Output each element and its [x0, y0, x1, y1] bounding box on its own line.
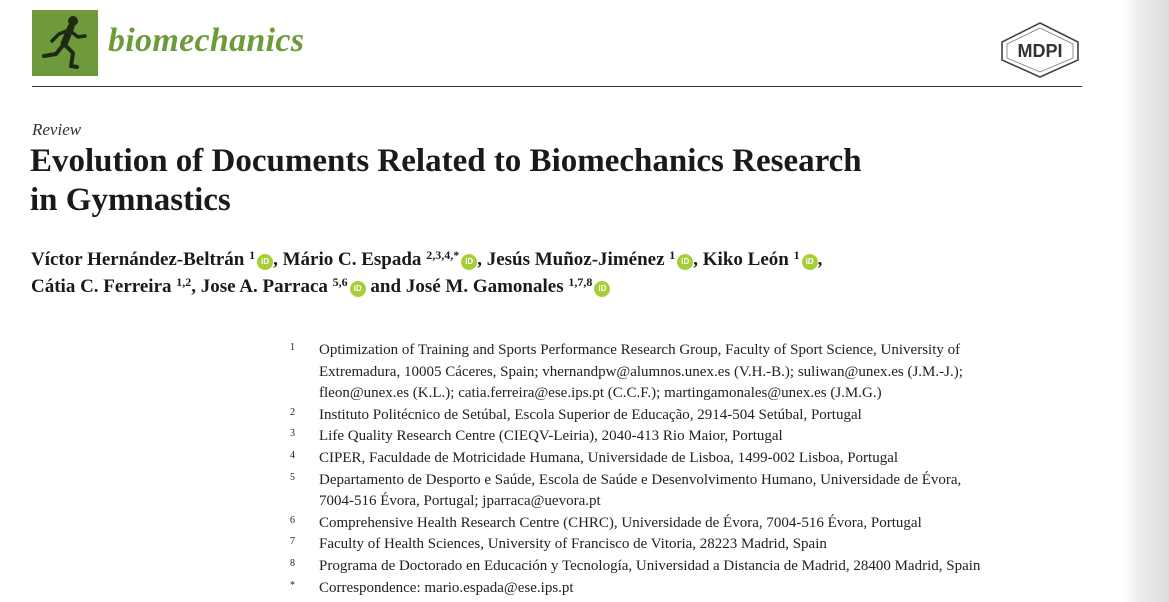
- affiliation-text: Departamento de Desporto e Saúde, Escola de Saúde e Desenvolvimento Humano, Universidade de Évora, 7004-516 Évora, Portugal; jparraca@uevora.pt: [319, 471, 962, 510]
- affiliation-item: [290, 448, 1090, 470]
- author-name[interactable]: Cátia C. Ferreira: [31, 276, 177, 297]
- author-affiliation-ref: 1: [793, 248, 800, 262]
- author-name[interactable]: Mário C. Espada: [282, 249, 427, 270]
- author-name[interactable]: Jesús Muñoz-Jiménez: [486, 249, 670, 270]
- orcid-icon[interactable]: iD: [594, 281, 610, 297]
- runner-icon: [32, 10, 98, 76]
- affiliation-item: [290, 405, 1090, 427]
- svg-text:MDPI: MDPI: [1017, 41, 1063, 61]
- header-divider: [32, 86, 1082, 87]
- author-separator: ,: [477, 249, 487, 270]
- affiliation-item: [290, 513, 1090, 535]
- orcid-icon[interactable]: iD: [677, 254, 693, 270]
- orcid-icon[interactable]: iD: [257, 254, 273, 270]
- author-name[interactable]: Víctor Hernández-Beltrán: [31, 249, 250, 270]
- affiliation-number: 5: [290, 471, 295, 483]
- affiliation-text: Correspondence: mario.espada@ese.ips.pt: [319, 579, 574, 596]
- affiliation-item: [290, 426, 1090, 448]
- affiliation-text: Optimization of Training and Sports Performance Research Group, Faculty of Sport Science, University of Extremadura, 10005 Cáceres, Spain; vhernandpw@alumnos.unex.es (V.H.-B.); suliwan@unex.es (J.M.-J.); fleon@unex.es (K.L.); catia.ferreira@ese.ips.pt (C.C.F.); martingamonales@unex.es (J.M.G.): [319, 342, 963, 402]
- author-affiliation-ref: 1,2: [176, 275, 192, 289]
- journal-logo: [32, 10, 98, 76]
- author-separator: ,: [273, 249, 283, 270]
- page-edge-shadow: [1123, 0, 1169, 602]
- affiliation-number: 3: [290, 428, 295, 440]
- article-type: Review: [32, 120, 82, 139]
- orcid-icon[interactable]: iD: [802, 254, 818, 270]
- affiliation-number: 7: [290, 536, 295, 548]
- affiliation-number: 4: [290, 449, 295, 461]
- mdpi-logo[interactable]: [996, 20, 1084, 78]
- affiliation-number: 8: [290, 557, 295, 569]
- affiliation-number: 6: [290, 514, 295, 526]
- author-affiliation-ref: 1: [669, 248, 676, 262]
- author-affiliation-ref: 1,7,8: [568, 275, 593, 289]
- affiliation-number: 2: [290, 406, 295, 418]
- affiliation-item: [290, 534, 1090, 556]
- author-separator: ,: [191, 276, 201, 297]
- affiliation-list: [290, 340, 1090, 599]
- article-title: [30, 142, 1030, 220]
- affiliation-item: [290, 470, 1090, 513]
- affiliation-item: [290, 340, 1090, 405]
- title-line-2: in Gymnastics: [30, 182, 231, 218]
- author-name[interactable]: Kiko León: [702, 249, 794, 270]
- affiliation-text: CIPER, Faculdade de Motricidade Humana, Universidade de Lisboa, 1499-002 Lisboa, Portugal: [319, 449, 899, 466]
- author-affiliation-ref: 2,3,4,*: [426, 248, 460, 262]
- affiliation-number: *: [290, 579, 295, 591]
- affiliation-text: Programa de Doctorado en Educación y Tecnología, Universidad a Distancia de Madrid, 28400 Madrid, Spain: [319, 557, 981, 574]
- affiliation-item: [290, 578, 1090, 600]
- author-affiliation-ref: 5,6: [332, 275, 348, 289]
- author-affiliation-ref: 1: [249, 248, 256, 262]
- orcid-icon[interactable]: iD: [350, 281, 366, 297]
- orcid-icon[interactable]: iD: [461, 254, 477, 270]
- affiliation-number: 1: [290, 342, 295, 353]
- author-separator: ,: [817, 249, 823, 270]
- affiliation-text: Life Quality Research Centre (CIEQV-Leiria), 2040-413 Rio Maior, Portugal: [319, 428, 783, 445]
- journal-name[interactable]: biomechanics: [108, 22, 305, 59]
- author-list: [31, 246, 1081, 300]
- author-name[interactable]: Jose A. Parraca: [200, 276, 333, 297]
- affiliation-text: Faculty of Health Sciences, University of Francisco de Vitoria, 28223 Madrid, Spain: [319, 536, 827, 553]
- author-name[interactable]: José M. Gamonales: [405, 276, 569, 297]
- title-line-1: Evolution of Documents Related to Biomechanics Research: [30, 143, 862, 179]
- author-separator: ,: [693, 249, 703, 270]
- affiliation-text: Instituto Politécnico de Setúbal, Escola Superior de Educação, 2914-504 Setúbal, Portugal: [319, 406, 862, 423]
- affiliation-item: [290, 556, 1090, 578]
- author-separator: and: [365, 276, 406, 297]
- affiliation-text: Comprehensive Health Research Centre (CHRC), Universidade de Évora, 7004-516 Évora, Portugal: [319, 514, 922, 531]
